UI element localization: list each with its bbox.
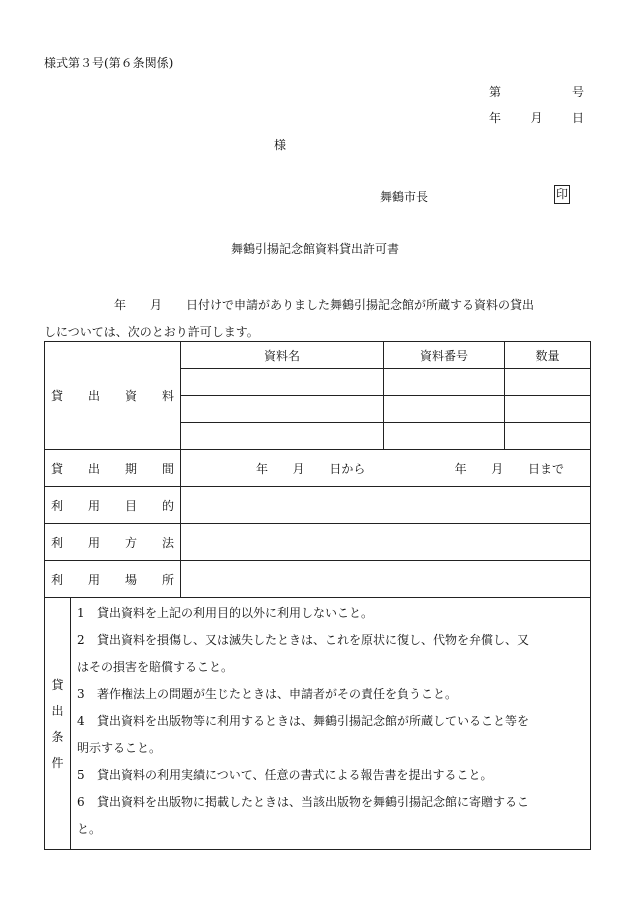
period-to-month: 月 <box>491 461 504 476</box>
addressee-honorific: 様 <box>274 138 287 152</box>
loan-conditions-label: 貸 出 条 件 <box>45 598 71 850</box>
period-to-year: 年 <box>454 461 467 476</box>
intro-year: 年 <box>114 298 127 312</box>
usage-place-cell[interactable] <box>181 561 591 598</box>
loan-conditions-list <box>71 598 591 850</box>
material-name-cell[interactable] <box>181 396 384 423</box>
intro-month: 月 <box>150 298 163 312</box>
period-from-year: 年 <box>256 461 269 476</box>
doc-no-prefix: 第 <box>489 85 502 99</box>
usage-method-label: 利 用 方 法 <box>45 524 181 561</box>
period-from-day: 日から <box>329 461 366 476</box>
usage-place-label: 利 用 場 所 <box>45 561 181 598</box>
document-number <box>489 83 584 100</box>
period-to-day: 日まで <box>527 461 564 476</box>
condition-item-continuation: 明示すること。 <box>77 741 162 755</box>
form-number: 様式第３号(第６条関係) <box>44 56 174 70</box>
condition-item-continuation: はその損害を賠償すること。 <box>77 660 234 674</box>
col-header-quantity: 数量 <box>505 342 591 369</box>
loan-period-label: 貸 出 期 間 <box>45 450 181 487</box>
document-title: 舞鶴引揚記念館資料貸出許可書 <box>230 242 399 256</box>
material-quantity-cell[interactable] <box>505 369 591 396</box>
material-name-cell[interactable] <box>181 423 384 450</box>
condition-item: 4 貸出資料を出版物等に利用するときは、舞鶴引揚記念館が所蔵していること等を <box>77 714 530 728</box>
material-number-cell[interactable] <box>384 396 505 423</box>
material-number-cell[interactable] <box>384 423 505 450</box>
issue-date-year: 年 <box>489 111 502 125</box>
loan-details-table <box>44 341 591 850</box>
material-quantity-cell[interactable] <box>505 423 591 450</box>
material-quantity-cell[interactable] <box>505 396 591 423</box>
seal-mark: 印 <box>554 185 570 204</box>
intro-text-line2: しについては、次のとおり許可します。 <box>44 325 259 339</box>
condition-item: 1 貸出資料を上記の利用目的以外に利用しないこと。 <box>77 606 374 620</box>
issue-date-month: 月 <box>530 111 543 125</box>
usage-purpose-cell[interactable] <box>181 487 591 524</box>
issuer-name: 舞鶴市長 <box>380 190 429 204</box>
col-header-material-name: 資料名 <box>181 342 384 369</box>
period-from-month: 月 <box>292 461 305 476</box>
col-header-material-number: 資料番号 <box>384 342 505 369</box>
loan-period-cell[interactable] <box>181 450 591 487</box>
condition-item: 2 貸出資料を損傷し、又は滅失したときは、これを原状に復し、代物を弁償し、又 <box>77 633 530 647</box>
condition-item: 6 貸出資料を出版物に掲載したときは、当該出版物を舞鶴引揚記念館に寄贈するこ <box>77 795 530 809</box>
material-number-cell[interactable] <box>384 369 505 396</box>
usage-purpose-label: 利 用 目 的 <box>45 487 181 524</box>
doc-no-suffix: 号 <box>571 85 584 99</box>
loan-materials-label: 貸 出 資 料 <box>45 342 181 450</box>
condition-item: 3 著作権法上の問題が生じたときは、申請者がその責任を負うこと。 <box>77 687 458 701</box>
material-name-cell[interactable] <box>181 369 384 396</box>
issue-date <box>489 109 584 126</box>
intro-text-line1: 日付けで申請がありました舞鶴引揚記念館が所蔵する資料の貸出 <box>186 298 535 312</box>
usage-method-cell[interactable] <box>181 524 591 561</box>
condition-item: 5 貸出資料の利用実績について、任意の書式による報告書を提出すること。 <box>77 768 493 782</box>
issue-date-day: 日 <box>571 111 584 125</box>
intro-paragraph <box>44 292 589 346</box>
condition-item-continuation: と。 <box>77 822 102 836</box>
